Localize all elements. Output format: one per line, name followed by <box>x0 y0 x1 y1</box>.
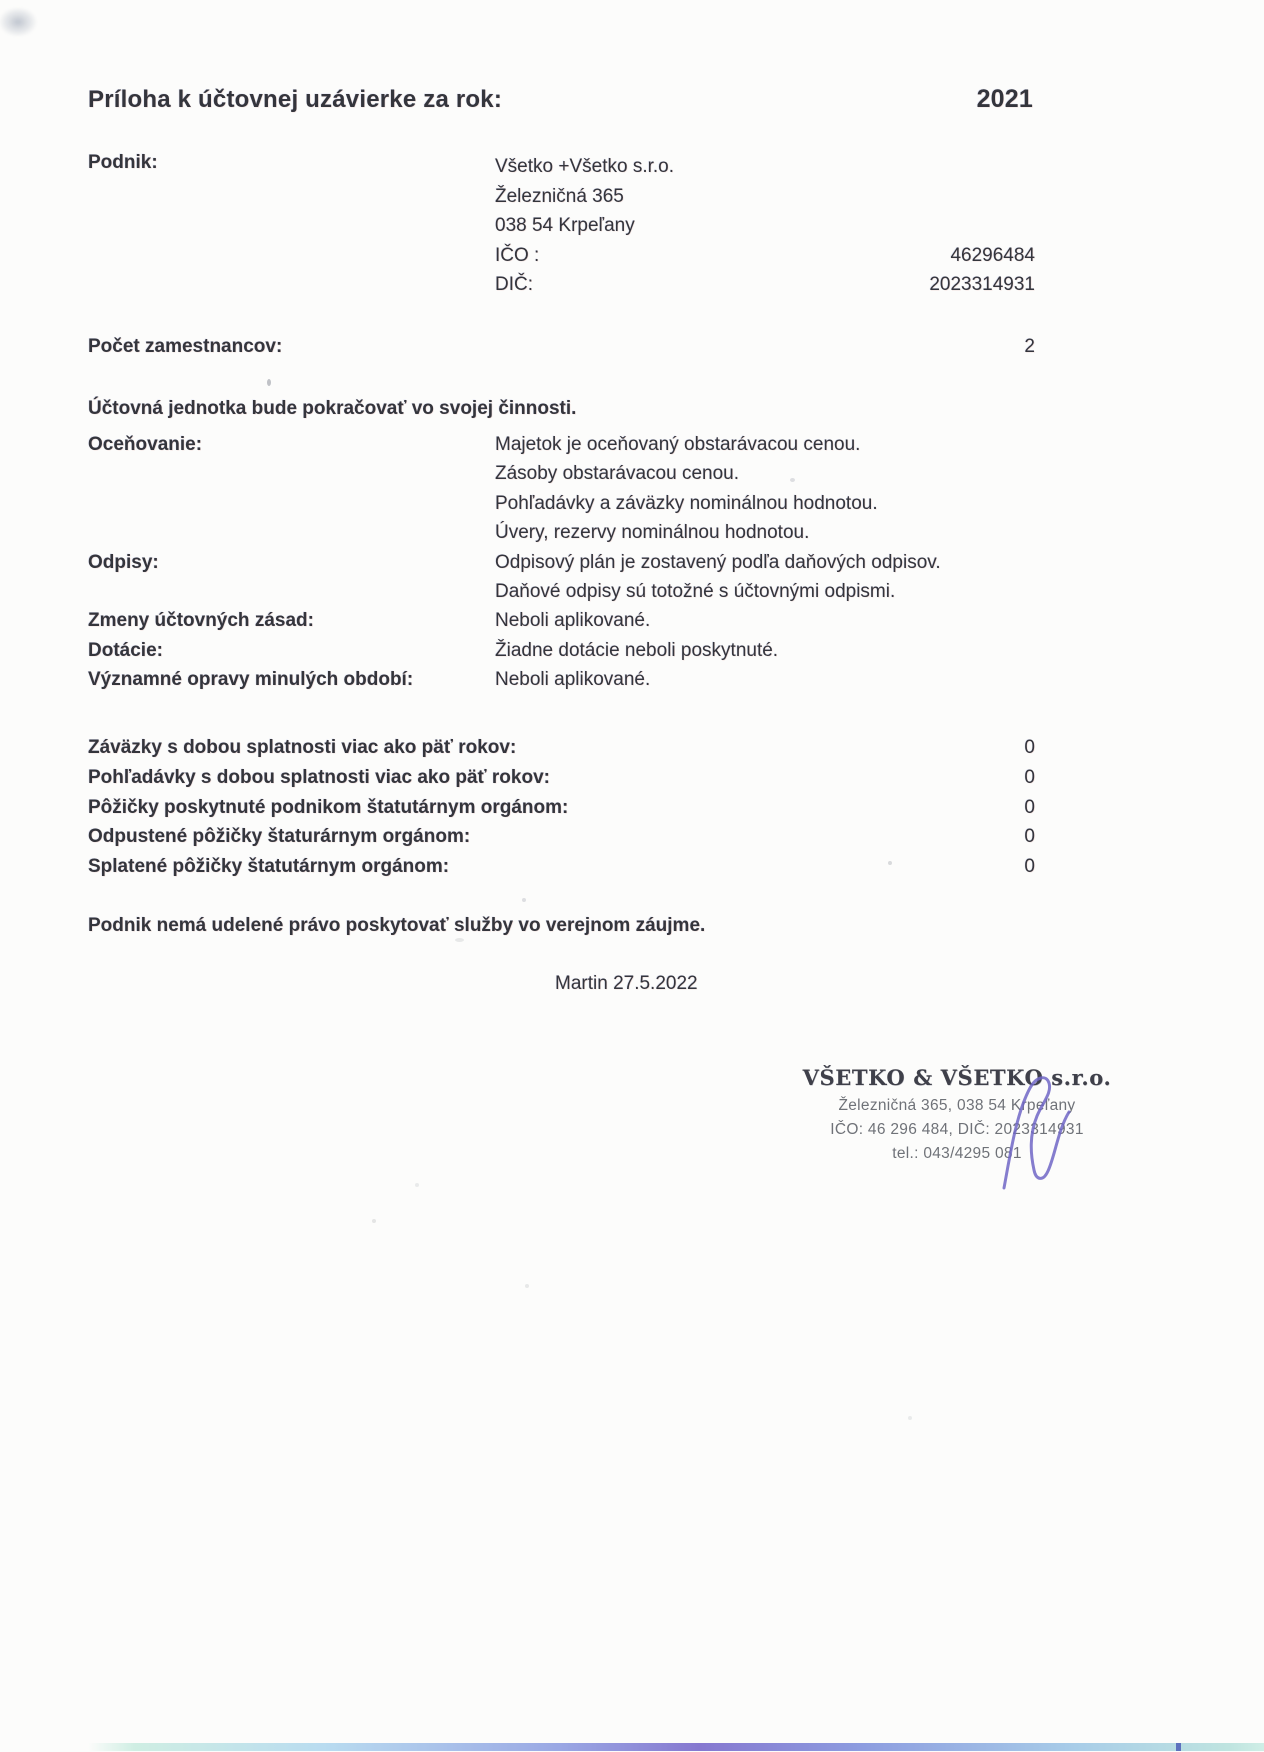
place-date: Martin 27.5.2022 <box>555 973 698 994</box>
section-line: Majetok je oceňovaný obstarávacou cenou. <box>495 434 861 455</box>
scan-speck <box>415 1183 419 1187</box>
maturity-value: 0 <box>1024 796 1035 818</box>
section-label: Zmeny účtovných zásad: <box>88 610 314 632</box>
dic-value: 2023314931 <box>929 274 1035 295</box>
maturity-label: Odpustené pôžičky štaturárnym orgánom: <box>88 826 471 848</box>
section-lines <box>495 548 1035 607</box>
maturity-label: Pôžičky poskytnuté podnikom štatutárnym orgánom: <box>88 796 569 818</box>
section-line: Odpisový plán je zostavený podľa daňových odpisov. <box>495 551 941 573</box>
section-line: Pohľadávky a záväzky nominálnou hodnotou. <box>495 492 878 514</box>
scan-smudge-top-left <box>0 2 44 42</box>
ico-value: 46296484 <box>950 244 1035 266</box>
section-dotacie <box>88 636 1035 665</box>
scan-speck <box>525 1284 529 1288</box>
dic-label: DIČ: <box>495 274 533 295</box>
section-label: Oceňovanie: <box>88 434 203 455</box>
section-opravy <box>88 665 1035 694</box>
section-label: Dotácie: <box>88 639 163 661</box>
section-line: Neboli aplikované. <box>495 610 651 632</box>
maturity-row <box>88 852 1035 882</box>
maturity-label: Záväzky s dobou splatnosti viac ako päť rokov: <box>88 737 517 758</box>
section-label: Odpisy: <box>88 551 159 573</box>
employees-value: 2 <box>1024 336 1035 357</box>
maturity-label: Splatené pôžičky štatutárnym orgánom: <box>88 856 450 878</box>
handwritten-signature <box>988 1072 1083 1192</box>
scan-speck <box>372 1219 376 1223</box>
maturity-value: 0 <box>1024 856 1035 878</box>
employees-row <box>88 336 1035 358</box>
section-label: Významné opravy minulých období: <box>88 669 414 691</box>
section-line: Žiadne dotácie neboli poskytnuté. <box>495 639 779 661</box>
section-lines <box>495 430 1035 548</box>
maturity-items <box>88 733 1035 882</box>
document-title: Príloha k účtovnej uzávierke za rok: <box>88 86 503 113</box>
company-dic-row <box>495 270 1035 300</box>
scan-strip-mark <box>1176 1743 1181 1751</box>
company-street: Železničná 365 <box>495 185 624 207</box>
maturity-value: 0 <box>1024 737 1035 758</box>
maturity-row <box>88 763 1035 793</box>
maturity-row <box>88 733 1035 763</box>
company-block <box>495 152 1035 300</box>
maturity-row <box>88 793 1035 823</box>
section-line: Úvery, rezervy nominálnou hodnotou. <box>495 522 810 544</box>
stamp-ids: IČO: 46 296 484, DIČ: 2023314931 <box>830 1121 1084 1138</box>
employees-label: Počet zamestnancov: <box>88 336 283 357</box>
company-label: Podnik: <box>88 152 158 173</box>
scan-speck <box>908 1416 912 1420</box>
scan-speck <box>455 938 464 942</box>
section-line: Neboli aplikované. <box>495 669 651 691</box>
section-lines <box>495 606 1035 635</box>
document-year: 2021 <box>976 85 1033 113</box>
section-lines <box>495 636 1035 665</box>
scan-color-strip <box>88 1743 1264 1751</box>
ico-label: IČO : <box>495 244 540 266</box>
maturity-value: 0 <box>1024 826 1035 848</box>
section-line: Zásoby obstarávacou cenou. <box>495 463 739 485</box>
section-odpisy <box>88 548 1035 607</box>
section-zmeny <box>88 606 1035 635</box>
company-ico-row <box>495 241 1035 271</box>
stamp-company-name: VŠETKO & VŠETKO s.r.o. <box>802 1065 1112 1090</box>
company-city: 038 54 Krpeľany <box>495 215 635 236</box>
company-name: Všetko +Všetko s.r.o. <box>495 156 675 177</box>
maturity-label: Pohľadávky s dobou splatnosti viac ako päť rokov: <box>88 766 550 788</box>
stamp-address: Železničná 365, 038 54 Krpeľany <box>838 1097 1076 1114</box>
section-ocenovanie <box>88 430 1035 548</box>
maturity-value: 0 <box>1024 766 1035 788</box>
section-line: Daňové odpisy sú totožné s účtovnými odpismi. <box>495 581 896 603</box>
maturity-row <box>88 822 1035 852</box>
scan-speck <box>522 898 526 902</box>
public-service-note: Podnik nemá udelené právo poskytovať služby vo verejnom záujme. <box>88 915 706 936</box>
stamp-tel: tel.: 043/4295 081 <box>892 1145 1022 1162</box>
continuity-note: Účtovná jednotka bude pokračovať vo svojej činnosti. <box>88 398 577 419</box>
scan-speck <box>267 379 271 386</box>
section-lines <box>495 665 1035 694</box>
policy-sections <box>88 430 1035 695</box>
